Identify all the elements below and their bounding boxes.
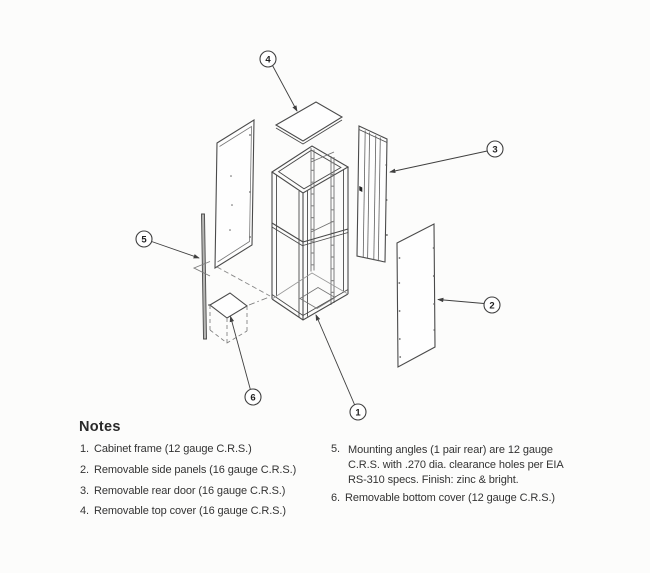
rear-door xyxy=(357,126,388,262)
note-number: 1. xyxy=(80,443,89,455)
note-text: Cabinet frame (12 gauge C.R.S.) xyxy=(93,443,252,455)
notes-list-left xyxy=(80,444,296,527)
notes-list-right xyxy=(331,443,564,506)
note-text: Removable bottom cover (12 gauge C.R.S.) xyxy=(344,492,555,504)
note-text-line: C.R.S. with .270 dia. clearance holes per EIA xyxy=(348,459,564,471)
note-item-2 xyxy=(80,465,296,477)
note-number: 5. xyxy=(331,443,340,455)
callout-1 xyxy=(316,315,366,420)
cabinet-frame xyxy=(272,146,348,320)
balloon-number: 5 xyxy=(141,234,147,246)
projection-line xyxy=(217,267,270,296)
side-panel-left xyxy=(215,120,254,268)
note-item-3 xyxy=(80,486,296,498)
bottom-cover xyxy=(210,293,268,343)
callout-6 xyxy=(231,317,262,406)
note-text: Removable rear door (16 gauge C.R.S.) xyxy=(93,484,286,497)
note-text-line: RS-310 specs. Finish: zinc & bright. xyxy=(348,474,519,486)
balloon-number: 2 xyxy=(489,300,495,312)
callout-4 xyxy=(260,51,297,111)
note-number: 4. xyxy=(80,505,89,518)
balloon-number: 3 xyxy=(492,144,498,156)
side-panel-right xyxy=(397,224,435,367)
balloon-number: 6 xyxy=(250,392,256,404)
note-item-5 xyxy=(331,443,564,488)
note-number: 2. xyxy=(80,463,89,476)
note-text: Removable side panels (16 gauge C.R.S.) xyxy=(93,463,297,476)
leader-line xyxy=(438,300,484,304)
leader-line xyxy=(316,315,355,405)
balloon-number: 4 xyxy=(265,54,271,66)
interior-rails xyxy=(311,148,334,305)
note-text-line: Mounting angles (1 pair rear) are 12 gauge xyxy=(348,444,553,456)
note-item-6 xyxy=(331,491,564,506)
leader-line xyxy=(390,151,487,172)
leader-line xyxy=(152,242,199,259)
balloon-number: 1 xyxy=(355,407,361,419)
note-number: 6. xyxy=(331,492,340,504)
callout-2 xyxy=(438,297,500,313)
note-number: 3. xyxy=(80,484,89,497)
leader-line xyxy=(273,66,298,112)
callout-5 xyxy=(136,231,199,258)
note-item-4 xyxy=(80,506,296,518)
note-text: Removable top cover (16 gauge C.R.S.) xyxy=(93,505,286,518)
note-item-1 xyxy=(80,444,296,456)
top-cover xyxy=(276,102,342,144)
notes-heading: Notes xyxy=(79,419,121,435)
callout-3 xyxy=(390,141,503,172)
mounting-angle xyxy=(194,214,210,339)
